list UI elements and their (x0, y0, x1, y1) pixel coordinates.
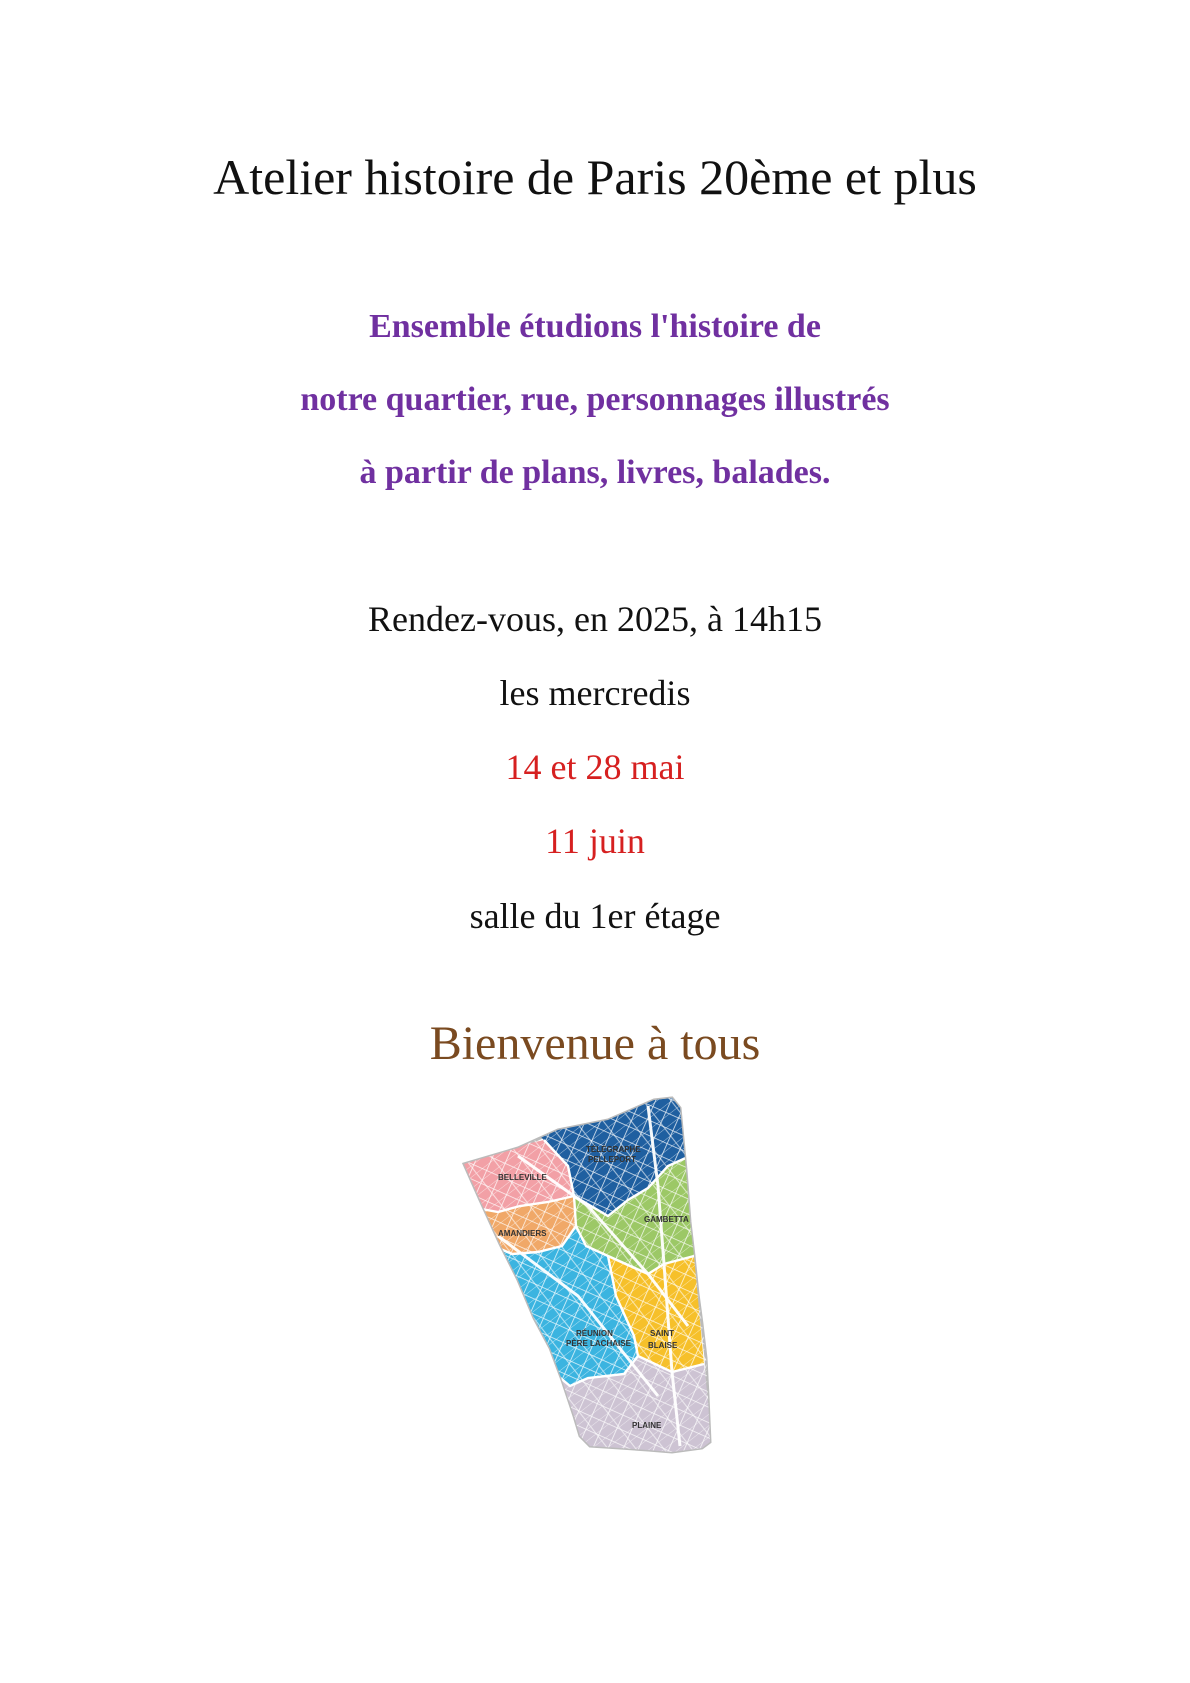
label-reunion-2: PÈRE LACHAISE (566, 1339, 631, 1348)
intro-line-2: notre quartier, rue, personnages illustrés (300, 381, 890, 418)
date-june: 11 juin (545, 821, 645, 861)
label-telegraphe-1: TÉLÉGRAPHE (586, 1145, 641, 1154)
flyer-title: Atelier histoire de Paris 20ème et plus (213, 149, 977, 205)
label-belleville: BELLEVILLE (498, 1173, 547, 1182)
label-plaine: PLAINE (632, 1421, 662, 1430)
room-text: salle du 1er étage (469, 896, 721, 936)
label-telegraphe-2: PELLEPORT (588, 1155, 637, 1164)
intro-line-3: à partir de plans, livres, balades. (359, 454, 831, 491)
intro-line-1: Ensemble étudions l'histoire de (369, 308, 821, 345)
label-amandiers: AMANDIERS (498, 1229, 547, 1238)
date-may: 14 et 28 mai (505, 747, 685, 787)
label-gambetta: GAMBETTA (644, 1215, 689, 1224)
days-text: les mercredis (499, 673, 691, 713)
district-map (458, 1096, 762, 1460)
district-map-svg (458, 1096, 762, 1460)
label-reunion-1: RÉUNION (576, 1329, 613, 1338)
rendezvous-text: Rendez-vous, en 2025, à 14h15 (368, 599, 822, 639)
welcome-text: Bienvenue à tous (429, 1017, 761, 1070)
label-saint-blaise-2: BLAISE (648, 1341, 678, 1350)
label-saint-blaise-1: SAINT (650, 1329, 674, 1338)
